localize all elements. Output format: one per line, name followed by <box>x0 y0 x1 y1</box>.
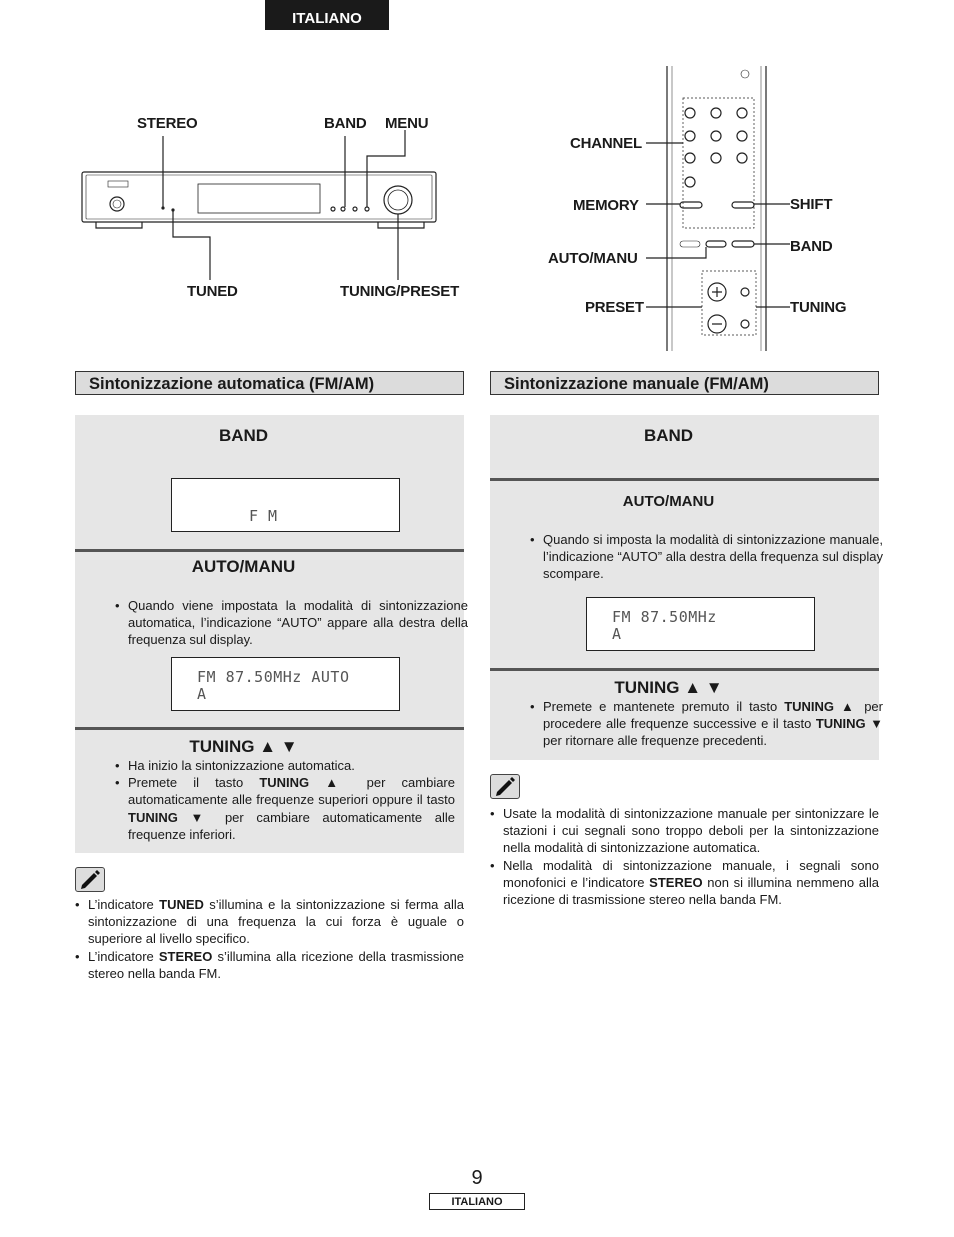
label-band-remote: BAND <box>790 238 833 255</box>
label-tuned: TUNED <box>187 283 238 300</box>
manual-step-automanu-title: AUTO/MANU <box>622 493 715 510</box>
auto-note-1: • L’indicatore TUNED s’illumina e la sintonizzazione si ferma alla sintonizzazione di una frequenza la cui forza è uguale o superiore al livello specifico. <box>75 896 464 948</box>
manual-notes <box>490 805 879 908</box>
label-preset: PRESET <box>585 299 644 316</box>
label-tuning-preset: TUNING/PRESET <box>340 283 460 300</box>
label-stereo: STEREO <box>137 115 198 132</box>
auto-step-band-title: BAND <box>218 426 269 445</box>
manual-section-heading: Sintonizzazione manuale (FM/AM) <box>490 371 879 395</box>
label-channel: CHANNEL <box>570 135 642 152</box>
auto-step-tuning <box>75 730 464 853</box>
lcd-fm-text: F M <box>249 507 278 525</box>
label-shift: SHIFT <box>790 196 833 213</box>
note-pencil-icon <box>490 774 520 799</box>
label-auto-manu-remote: AUTO/MANU <box>548 250 638 267</box>
lcd-manual-line2: A <box>612 625 622 643</box>
auto-step-band <box>75 415 464 549</box>
manual-step-band-title: BAND <box>643 426 694 445</box>
lcd-auto-line2: A <box>197 685 207 703</box>
manual-step-tuning-title: TUNING ▲ ▼ <box>614 678 723 697</box>
lcd-auto-display <box>171 657 400 711</box>
page-number: 9 <box>471 1167 483 1189</box>
auto-note-2: • L’indicatore STEREO s’illumina alla ricezione della trasmissione stereo nella banda FM. <box>75 948 464 982</box>
label-menu: MENU <box>385 115 429 132</box>
language-tab: ITALIANO <box>265 0 389 30</box>
manual-step-tuning-text: • Premete e mantenete premuto il tasto TUNING ▲ per procedere alle frequenze successive e il tasto TUNING ▼ per ritornare alle frequenze precedenti. <box>530 698 883 750</box>
manual-step-band <box>490 415 879 478</box>
auto-tuning-bullet-2: • Premete il tasto TUNING ▲ per cambiare automaticamente alle frequenze superiori oppure il tasto TUNING ▼ per cambiare automaticamente alle frequenze inferiori. <box>115 774 455 843</box>
manual-step-automanu-text: • Quando si imposta la modalità di sintonizzazione manuale, l’indicazione “AUTO” alla destra della frequenza sul display scompare. <box>530 531 883 583</box>
manual-step-tuning <box>490 671 883 760</box>
lcd-auto-line1: FM 87.50MHz AUTO <box>197 668 350 686</box>
auto-step-automanu-title: AUTO/MANU <box>191 557 296 576</box>
footer-language-label: ITALIANO <box>429 1193 525 1210</box>
manual-note-1: • Usate la modalità di sintonizzazione manuale per sintonizzare le stazioni i cui segnali sono troppo deboli per la sintonizzazione nella modalità di sintonizzazione automatica. <box>490 805 879 857</box>
auto-step-automanu <box>75 552 468 727</box>
auto-step-tuning-title: TUNING ▲ ▼ <box>189 737 298 756</box>
lcd-fm-display <box>171 478 400 532</box>
lcd-manual-line1: FM 87.50MHz <box>612 608 717 626</box>
label-band-front: BAND <box>324 115 367 132</box>
auto-tuning-bullet-1: • Ha inizio la sintonizzazione automatica. <box>115 757 455 774</box>
manual-note-2: • Nella modalità di sintonizzazione manuale, i segnali sono monofonici e l’indicatore STEREO non si illumina nemmeno alla ricezione di trasmissione stereo nella banda FM. <box>490 857 879 909</box>
label-memory: MEMORY <box>573 197 639 214</box>
auto-section-heading: Sintonizzazione automatica (FM/AM) <box>75 371 464 395</box>
auto-notes <box>75 896 464 982</box>
lcd-manual-display <box>586 597 815 651</box>
auto-step-automanu-text: • Quando viene impostata la modalità di sintonizzazione automatica, l’indicazione “AUTO” appare alla destra della frequenza sul display. <box>115 597 468 649</box>
auto-step-tuning-bullets <box>115 757 455 843</box>
label-tuning-remote: TUNING <box>790 299 847 316</box>
note-pencil-icon <box>75 867 105 892</box>
remote-drawing <box>640 64 790 354</box>
manual-step-automanu <box>490 481 883 668</box>
remote-figure <box>640 64 790 354</box>
